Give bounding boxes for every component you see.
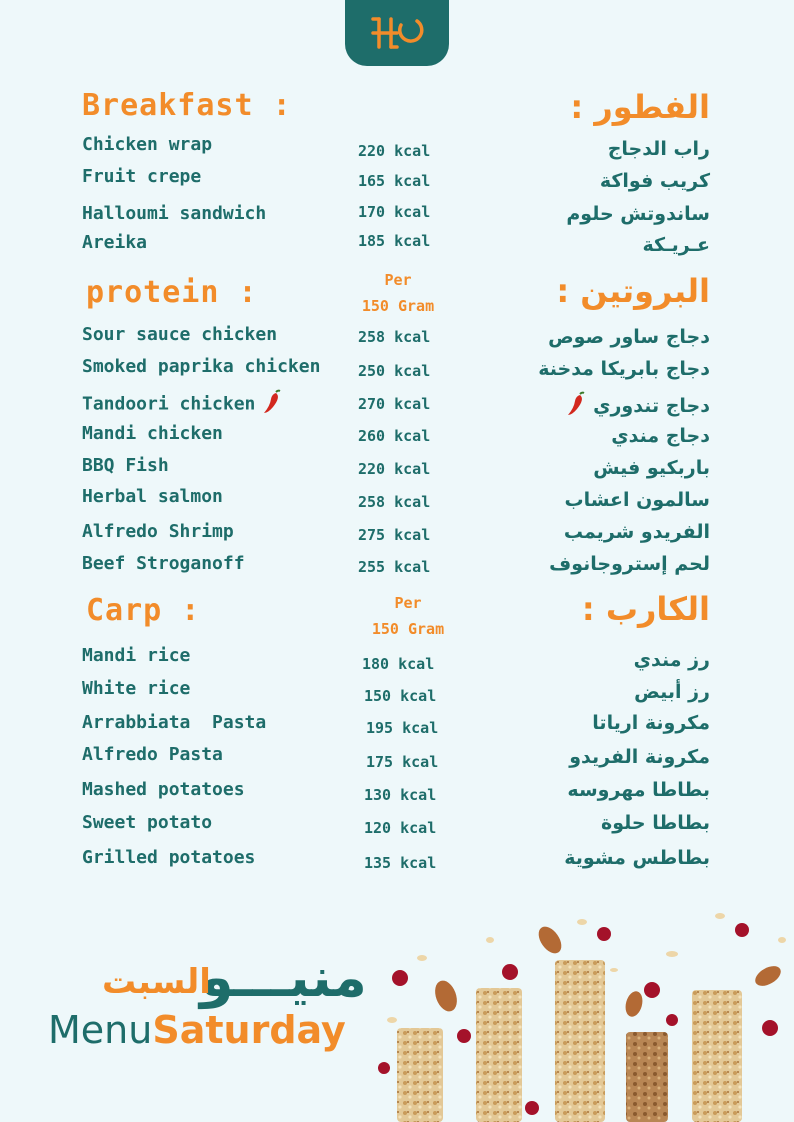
item-name-en: Grilled potatoes (82, 847, 256, 868)
item-name-en: Alfredo Pasta (82, 744, 223, 765)
menu-item (0, 356, 794, 384)
item-kcal: 185 kcal (358, 232, 431, 250)
item-name-en: Areika (82, 232, 148, 253)
menu-item (0, 521, 794, 549)
item-name-ar: لحم إستروجانوف (549, 553, 710, 575)
item-name-en: Arrabbiata Pasta (82, 712, 267, 733)
item-kcal: 135 kcal (364, 854, 437, 872)
item-kcal: 270 kcal (358, 395, 431, 413)
item-name-ar: عـريـكة (642, 234, 710, 256)
item-name-ar: ساندوتش حلوم (566, 203, 710, 225)
item-name-ar: دجاج مندي (611, 425, 710, 447)
item-kcal: 130 kcal (364, 786, 437, 804)
menu-item (0, 134, 794, 162)
menu-item (0, 712, 794, 740)
item-name-ar: بطاطا حلوة (601, 812, 710, 834)
menu-title-ar-day: السبت (102, 962, 211, 1002)
item-name-ar-text: دجاج تندوري (593, 395, 710, 417)
item-name-en: Sweet potato (82, 812, 213, 833)
per-line1: Per (394, 594, 422, 612)
brand-logo (345, 0, 449, 66)
item-kcal: 258 kcal (358, 328, 431, 346)
menu-item (0, 324, 794, 352)
item-name-en: Chicken wrap (82, 134, 213, 155)
menu-item (0, 553, 794, 581)
item-kcal: 220 kcal (358, 142, 431, 160)
menu-item (0, 744, 794, 772)
item-name-ar: راب الدجاج (607, 138, 710, 160)
menu-item (0, 232, 794, 260)
item-kcal: 150 kcal (364, 687, 437, 705)
item-name-en: White rice (82, 678, 191, 699)
menu-title-ar-word1: منيـــو (200, 946, 367, 1009)
granola-bars-illustration (372, 900, 794, 1122)
item-kcal: 120 kcal (364, 819, 437, 837)
item-name-ar: مكرونة الفريدو (569, 746, 710, 768)
item-name-en: Herbal salmon (82, 486, 223, 507)
logo-icon (367, 13, 427, 53)
item-kcal: 258 kcal (358, 493, 431, 511)
item-name-en: Halloumi sandwich (82, 203, 267, 224)
menu-item (0, 203, 794, 231)
item-kcal: 175 kcal (366, 753, 439, 771)
item-name-ar: رز مندي (633, 649, 710, 671)
menu-item (0, 423, 794, 451)
per-label (348, 590, 468, 642)
menu-item (0, 779, 794, 807)
item-name-ar (559, 391, 710, 422)
item-kcal: 255 kcal (358, 558, 431, 576)
menu-item (0, 678, 794, 706)
item-name-ar: الفريدو شريمب (563, 521, 710, 543)
item-kcal: 170 kcal (358, 203, 431, 221)
menu-item (0, 847, 794, 875)
item-kcal: 260 kcal (358, 427, 431, 445)
chili-pepper-icon (261, 389, 283, 420)
menu-title-en-day: Saturday (152, 1008, 346, 1052)
protein-title-ar: البروتين : (556, 272, 710, 310)
per-label (338, 267, 458, 319)
item-name-ar: رز أبيض (634, 681, 710, 703)
menu-item (0, 812, 794, 840)
item-name-en: BBQ Fish (82, 455, 169, 476)
breakfast-title-ar: الفطور : (570, 88, 710, 126)
item-kcal: 195 kcal (366, 719, 439, 737)
item-name-en: Alfredo Shrimp (82, 521, 234, 542)
menu-item (0, 486, 794, 514)
item-name-ar: بطاطس مشوية (564, 847, 710, 869)
item-name-en: Fruit crepe (82, 166, 202, 187)
menu-title-en (48, 1008, 346, 1052)
menu-title-en-word: Menu (48, 1008, 153, 1052)
item-name-ar: سالمون اعشاب (564, 489, 710, 511)
item-name-en: Mandi rice (82, 645, 191, 666)
item-name-ar: دجاج ساور صوص (548, 326, 710, 348)
menu-title-ar (50, 946, 367, 1010)
carp-title-ar: الكارب : (581, 590, 710, 628)
menu-item (0, 645, 794, 673)
item-name-en: Sour sauce chicken (82, 324, 278, 345)
menu-item (0, 455, 794, 483)
item-name-en-text: Tandoori chicken (82, 393, 256, 415)
item-name-ar: بطاطا مهروسه (567, 779, 710, 801)
menu-item (0, 389, 794, 417)
item-name-en: Mandi chicken (82, 423, 223, 444)
item-kcal: 220 kcal (358, 460, 431, 478)
item-kcal: 165 kcal (358, 172, 431, 190)
item-name-en: Smoked paprika chicken (82, 356, 321, 377)
item-name-ar: كريب فواكة (599, 170, 710, 192)
protein-title-en: protein : (86, 275, 258, 310)
item-name-en: Mashed potatoes (82, 779, 245, 800)
per-line2: 150 Gram (371, 620, 445, 638)
carp-title-en: Carp : (86, 593, 201, 628)
breakfast-title-en: Breakfast : (82, 88, 292, 123)
item-name-ar: باربكيو فيش (593, 457, 710, 479)
item-name-ar: مكرونة ارياتا (592, 712, 710, 734)
per-line2: 150 Gram (361, 297, 435, 315)
item-kcal: 250 kcal (358, 362, 431, 380)
item-kcal: 275 kcal (358, 526, 431, 544)
item-name-en (82, 389, 289, 420)
chili-pepper-icon (565, 391, 587, 422)
menu-item (0, 166, 794, 194)
per-line1: Per (384, 271, 412, 289)
item-kcal: 180 kcal (362, 655, 435, 673)
item-name-en: Beef Stroganoff (82, 553, 245, 574)
item-name-ar: دجاج بابريكا مدخنة (538, 358, 710, 380)
